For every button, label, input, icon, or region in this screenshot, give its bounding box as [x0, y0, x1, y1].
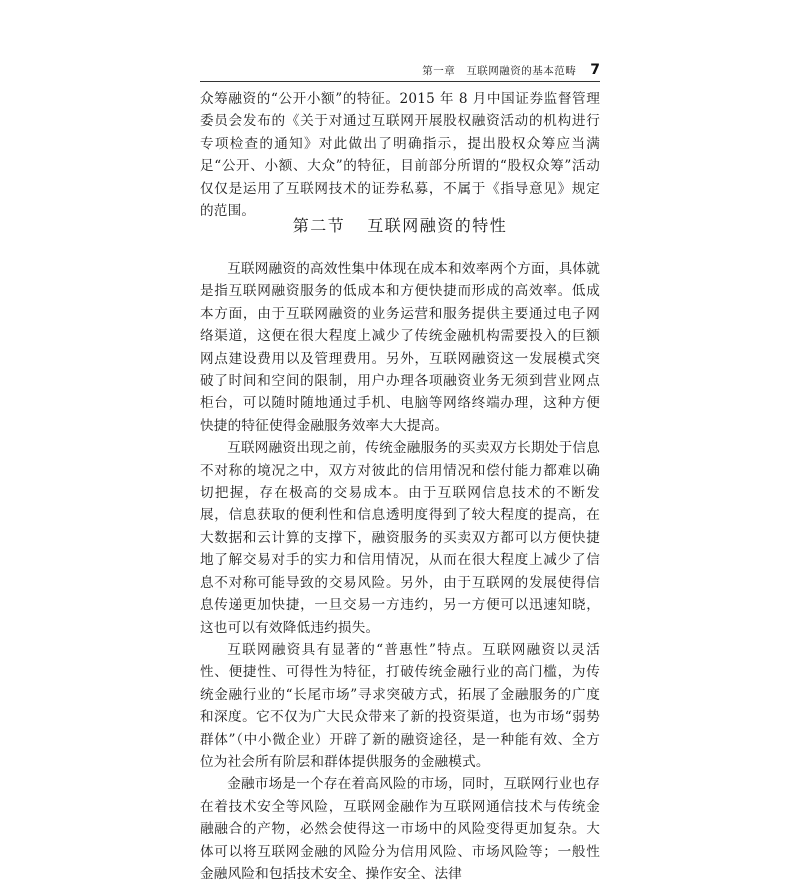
section-heading: [200, 214, 600, 238]
paragraph-risk: 金融市场是一个存在着高风险的市场，同时，互联网行业也存在着技术安全等风险，互联网金融作为互联网通信技术与传统金融融合的产物，必然会使得这一市场中的风险变得更加复杂。大体可以将互联网金融的风险分为信用风险、市场风险等；一般性金融风险和包括技术安全、操作安全、法律: [200, 776, 600, 882]
section-title-text: 互联网融资的特性: [367, 216, 508, 235]
paragraph-inclusiveness: 互联网融资具有显著的“普惠性”特点。互联网融资以灵活性、便捷性、可得性为特征，打破传统金融行业的高门槛，为传统金融行业的“长尾市场”寻求突破方式，拓展了金融服务的广度和深度。它不仅为广大民众带来了新的投资渠道，也为市场“弱势群体”（中小微企业）开辟了新的融资途径，是一种能有效、全方位为社会所有阶层和群体提供服务的金融模式。: [200, 641, 600, 770]
section-number: 第二节: [292, 216, 346, 235]
running-header: [200, 58, 600, 82]
page-number: 7: [590, 62, 600, 78]
paragraph-information: 互联网融资出现之前，传统金融服务的买卖双方长期处于信息不对称的境况之中，双方对彼此的信用情况和偿付能力都难以确切把握，存在极高的交易成本。由于互联网信息技术的不断发展，信息获取的便利性和信息透明度得到了较大程度的提高，在大数据和云计算的支撑下，融资服务的买卖双方都可以方便快捷地了解交易对手的实力和信用情况，从而在很大程度上减少了信息不对称可能导致的交易风险。另外，由于互联网的发展使得信息传递更加快捷，一旦交易一方违约，另一方便可以迅速知晓，这也可以有效降低违约损失。: [200, 440, 600, 636]
paragraph-efficiency: 互联网融资的高效性集中体现在成本和效率两个方面，具体就是指互联网融资服务的低成本和方便快捷而形成的高效率。低成本方面，由于互联网融资的业务运营和服务提供主要通过电子网络渠道，这便在很大程度上减少了传统金融机构需要投入的巨额网点建设费用以及管理费用。另外，互联网融资这一发展模式突破了时间和空间的限制，用户办理各项融资业务无须到营业网点柜台，可以随时随地通过手机、电脑等网络终端办理，这种方便快捷的特征使得金融服务效率大大提高。: [200, 261, 600, 434]
chapter-title: 第一章 互联网融资的基本范畴: [422, 65, 577, 77]
main-text-block: [200, 258, 600, 885]
intro-paragraph: 众筹融资的“公开小额”的特征。2015 年 8 月中国证券监督管理委员会发布的《关于对通过互联网开展股权融资活动的机构进行专项检查的通知》对此做出了明确指示，提出股权众筹应当满足“公开、小额、大众”的特征，目前部分所谓的“股权众筹”活动仅仅是运用了互联网技术的证券私募，不属于《指导意见》规定的范围。: [200, 91, 600, 220]
intro-text-block: [200, 88, 600, 222]
